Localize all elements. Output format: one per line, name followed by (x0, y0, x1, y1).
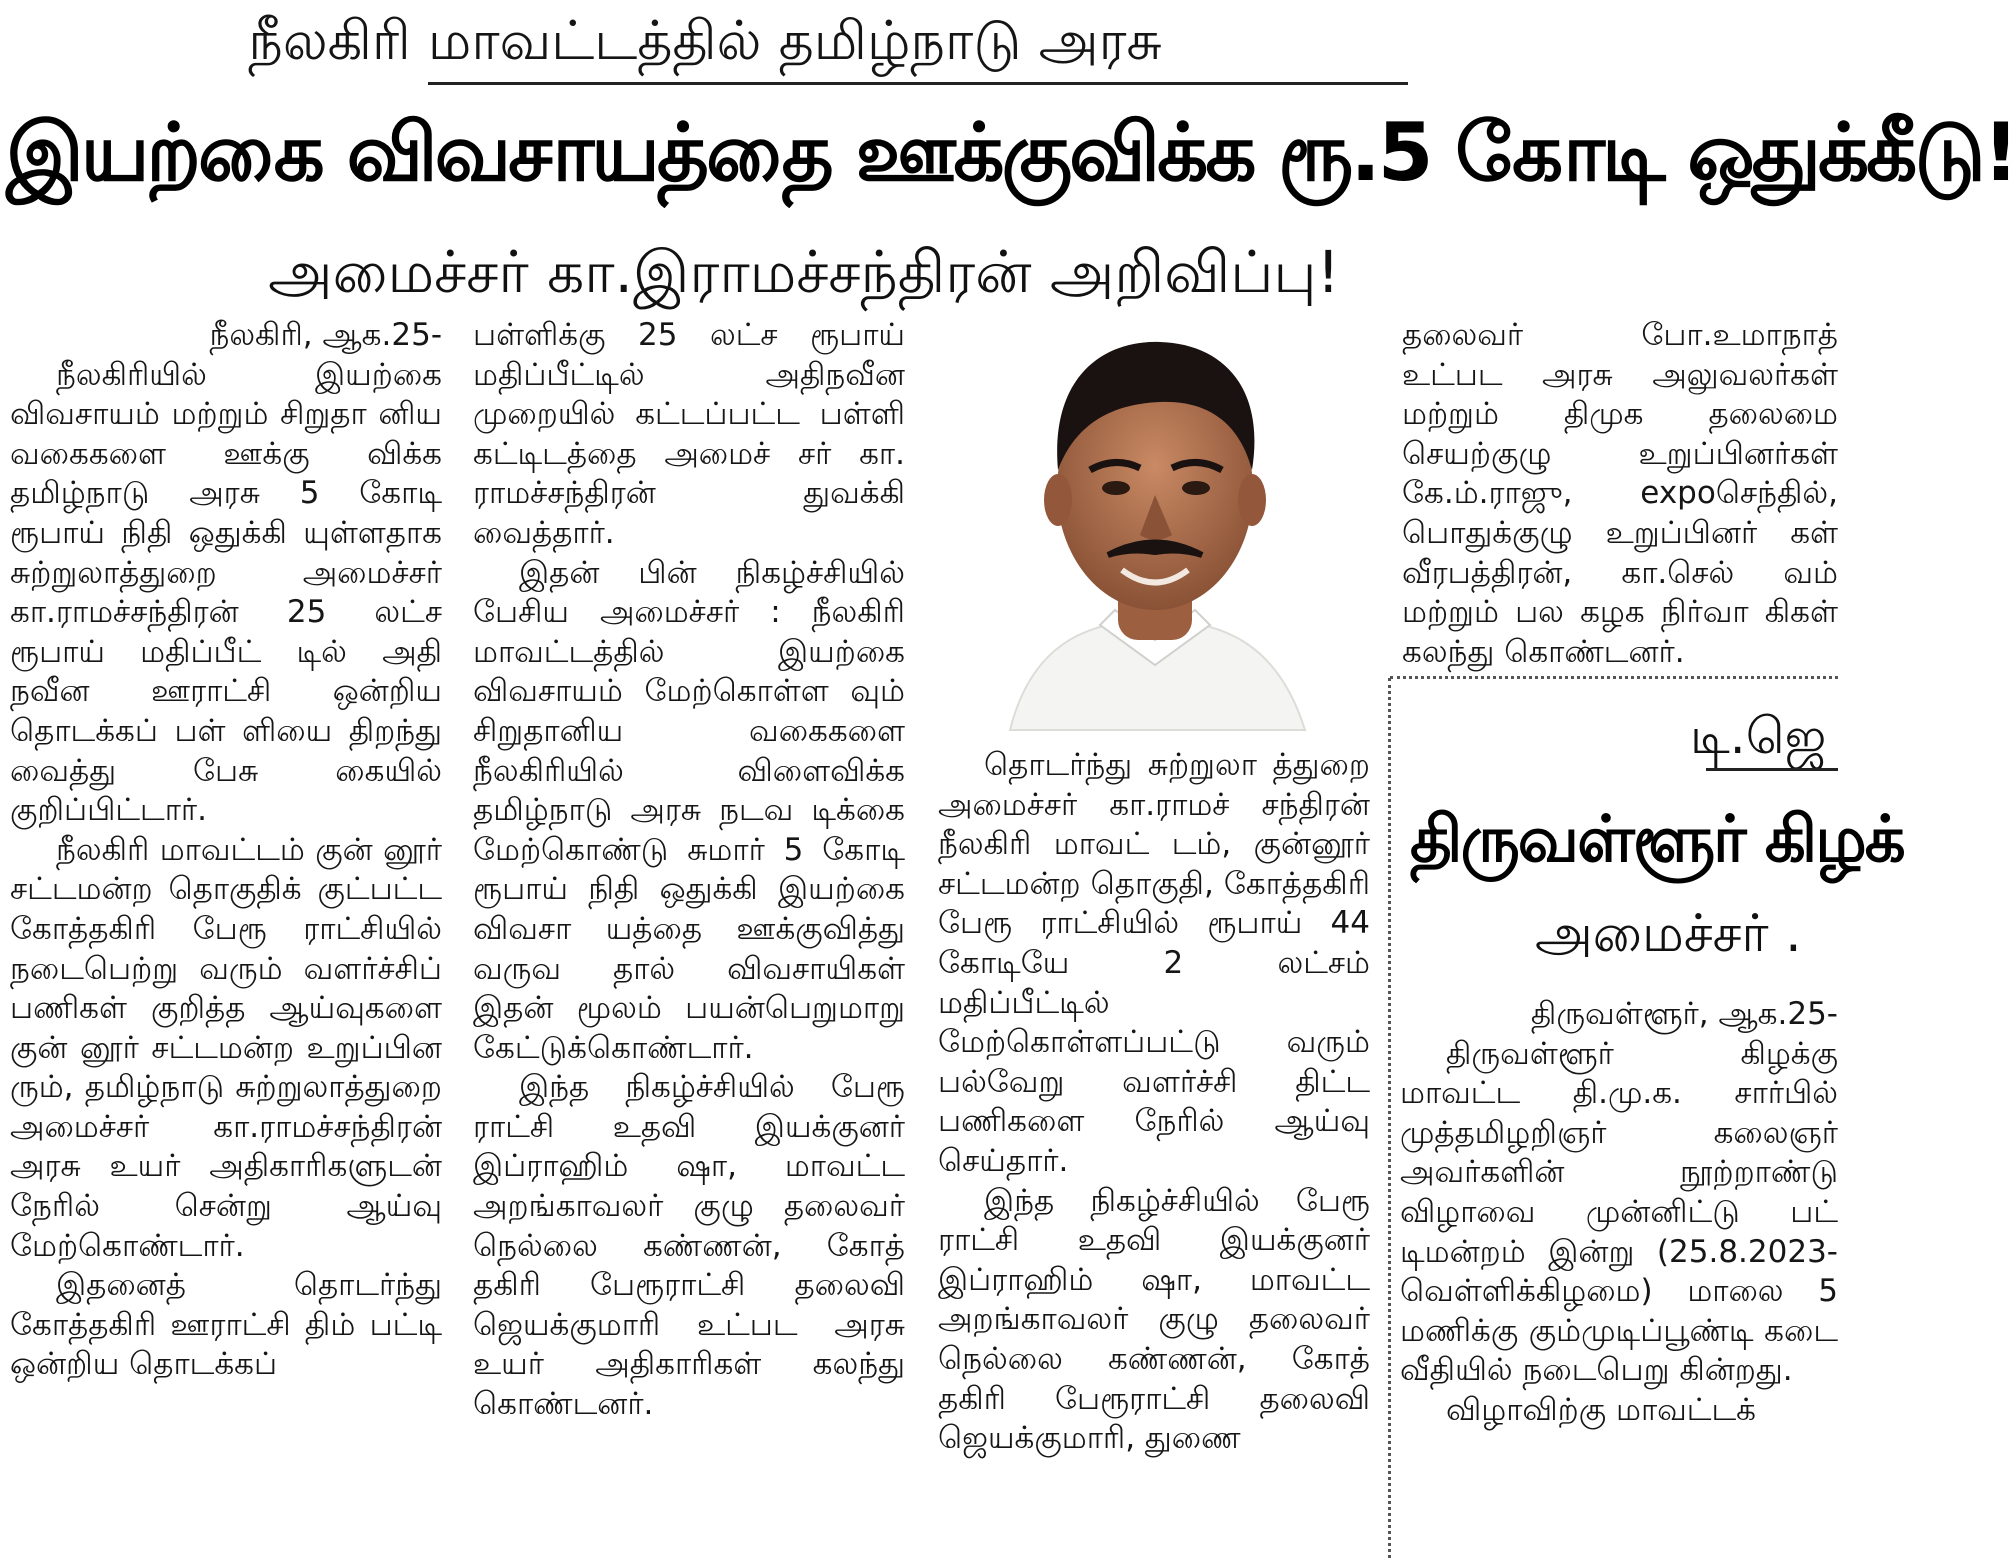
article-headline: இயற்கை விவசாயத்தை ஊக்குவிக்க ரூ.5 கோடி ஒதுக்கீடு! (6, 106, 2016, 199)
paragraph: இந்த நிகழ்ச்சியில் பேரூ ராட்சி உதவி இயக்குனர் இப்ராஹிம் ஷா, மாவட்ட அறங்காவலர் குழு தலைவர் நெல்லை கண்ணன், கோத் தகிரி பேரூராட்சி தலைவி ஜெயக்குமாரி உட்பட அரசு உயர் அதிகாரிகள் கலந்து கொண்டனர். (473, 1069, 905, 1423)
side-article-column (1400, 995, 1838, 1558)
paragraph: இதன் பின் நிகழ்ச்சியில் பேசிய அமைச்சர் : நீலகிரி மாவட்டத்தில் இயற்கை விவசாயம் மேற்கொள்ள வும் சிறுதானிய வகைகளை நீலகிரியில் விளைவிக்க தமிழ்நாடு அரசு நடவ டிக்கை மேற்கொண்டு சுமார் 5 கோடி ரூபாய் நிதி ஒதுக்கி இயற்கை விவசா யத்தை ஊக்குவித்து வருவ தால் விவசாயிகள் இதன் மூலம் பயன்பெறுமாறு கேட்டுக்கொண்டார். (473, 554, 905, 1066)
paragraph: தொடர்ந்து சுற்றுலா த்துறை அமைச்சர் கா.ராமச் சந்திரன் நீலகிரி மாவட் டம், குன்னூர் சட்டமன்ற தொகுதி, கோத்தகிரி பேரூ ராட்சியில் ரூபாய் 44 கோடியே 2 லட்சம் மதிப்பீட்டில் மேற்கொள்ளப்பட்டு வரும் பல்வேறு வளர்ச்சி திட்ட பணிகளை நேரில் ஆய்வு செய்தார். (938, 747, 1370, 1179)
paragraph: திருவள்ளூர் கிழக்கு மாவட்ட தி.மு.க. சார்பில் முத்தமிழறிஞர் கலைஞர் அவர்களின் நூற்றாண்டு விழாவை முன்னிட்டு பட் டிமன்றம் இன்று (25.8.2023-வெள்ளிக்கிழமை) மாலை 5 மணிக்கு கும்முடிப்பூண்டி கடை வீதியில் நடைபெறு கின்றது. (1400, 1035, 1838, 1389)
column-divider (1388, 678, 1391, 1558)
section-divider (1390, 676, 1838, 679)
side-article-kicker: டி.ஜெ (1690, 707, 1827, 765)
paragraph: விழாவிற்கு மாவட்டக் (1446, 1391, 1756, 1428)
paragraph: பள்ளிக்கு 25 லட்ச ரூபாய் மதிப்பீட்டில் அதிநவீன முறையில் கட்டப்பட்ட பள்ளி கட்டிடத்தை அமைச் சர் கா. ராமச்சந்திரன் துவக்கி வைத்தார். (473, 317, 905, 551)
article-kicker: நீலகிரி மாவட்டத்தில் தமிழ்நாடு அரசு (248, 9, 1162, 72)
side-article-headline: திருவள்ளூர் கிழக் (1410, 803, 1904, 877)
kicker-underline (428, 82, 1408, 85)
left-ear (1044, 474, 1072, 526)
paragraph: இந்த நிகழ்ச்சியில் பேரூ ராட்சி உதவி இயக்குனர் இப்ராஹிம் ஷா, மாவட்ட அறங்காவலர் குழு தலைவர் நெல்லை கண்ணன், கோத் தகிரி பேரூராட்சி தலைவி ஜெயக்குமாரி, துணை (938, 1182, 1370, 1457)
article-column-4 (1402, 316, 1838, 676)
article-column-1 (10, 316, 442, 1558)
right-eye (1182, 481, 1210, 495)
article-column-2 (473, 316, 905, 1558)
left-eye (1102, 481, 1130, 495)
article-column-3 (938, 746, 1370, 1558)
paragraph: இதனைத் தொடர்ந்து கோத்தகிரி ஊராட்சி திம் பட்டி ஒன்றிய தொடக்கப் (10, 1267, 442, 1383)
dateline: நீலகிரி, ஆக.25- (209, 317, 442, 353)
minister-photo (990, 320, 1320, 730)
paragraph: நீலகிரி மாவட்டம் குன் னூர் சட்டமன்ற தொகுதிக் குட்பட்ட கோத்தகிரி பேரூ ராட்சியில் நடைபெற்று வரும் வளர்ச்சிப் பணிகள் குறித்த ஆய்வுகளை குன் னூர் சட்டமன்ற உறுப்பின ரும், தமிழ்நாடு சுற்றுலாத்துறை அமைச்சர் கா.ராமச்சந்திரன் அரசு உயர் அதிகாரிகளுடன் நேரில் சென்று ஆய்வு மேற்கொண்டார். (10, 831, 442, 1264)
side-kicker-underline (1706, 768, 1838, 771)
dateline: திருவள்ளூர், ஆக.25- (1530, 996, 1838, 1032)
paragraph: தலைவர் போ.உமாநாத் உட்பட அரசு அலுவலர்கள் மற்றும் திமுக தலைமை செயற்குழு உறுப்பினர்கள் கே.ம்.ராஜு, expoசெந்தில், பொதுக்குழு உறுப்பினர் கள் வீரபத்திரன், கா.செல் வம் மற்றும் பல கழக நிர்வா கிகள் கலந்து கொண்டனர். (1402, 317, 1838, 670)
side-article-subhead: அமைச்சர் . (1535, 904, 1802, 964)
article-subhead: அமைச்சர் கா.இராமச்சந்திரன் அறிவிப்பு! (268, 238, 1340, 306)
paragraph: நீலகிரியில் இயற்கை விவசாயம் மற்றும் சிறுதா னிய வகைகளை ஊக்கு விக்க தமிழ்நாடு அரசு 5 கோடி ரூபாய் நிதி ஒதுக்கி யுள்ளதாக சுற்றுலாத்துறை அமைச்சர் கா.ராமச்சந்திரன் 25 லட்ச ரூபாய் மதிப்பீட் டில் அதி நவீன ஊராட்சி ஒன்றிய தொடக்கப் பள் ளியை திறந்து வைத்து பேசு கையில் குறிப்பிட்டார். (10, 356, 442, 829)
right-ear (1238, 474, 1266, 526)
